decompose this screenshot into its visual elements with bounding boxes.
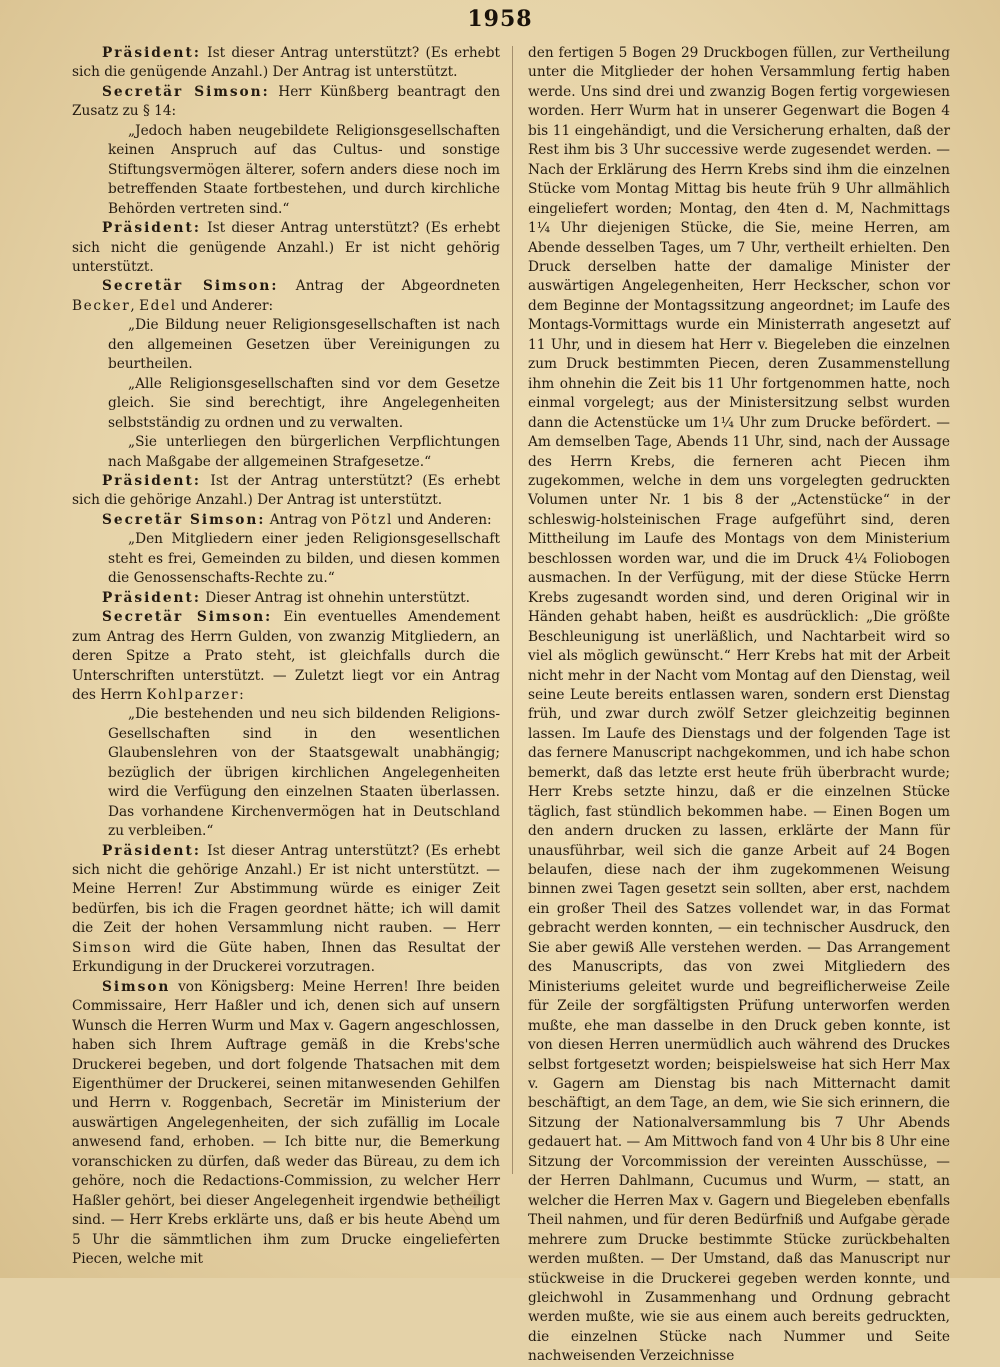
person-name: Becker: [72, 297, 131, 314]
paragraph: Präsident: Ist dieser Antrag unterstützt? (Es erhebt sich nicht die gehörige Anzahl.) Er ist nicht unterstützt. — Meine Herren! Zur Abstimmung würde es einiger Zeit bedürfen, bis ich die Fragen geordnet hätte; ich will damit die Zeit der hohen Versammlung nicht rauben. — Herr Simson wird die Güte haben, Ihnen das Resultat der Erkundigung in der Druckerei vorzutragen.: [72, 842, 500, 976]
speaker-label: Präsident:: [102, 45, 201, 61]
quoted-motion: „Sie unterliegen den bürgerlichen Verpflichtungen nach Maßgabe der allgemeinen Strafgesetze.“: [108, 434, 500, 470]
paragraph: Secretär Simson: Herr Künßberg beantragt den Zusatz zu § 14:: [72, 83, 501, 120]
paragraph: Simson von Königsberg: Meine Herren! Ihre beiden Commissaire, Herr Haßler und ich, denen sich auf unsern Wunsch die Herren Wurm und Max v. Gagern angeschlossen, haben sich Ihrem Auftrage gemäß in die Krebs'sche Druckerei begeben, und dort folgende Thatsachen mit dem Eigenthümer der Druckerei, seinen mitanwesenden Gehilfen und Herrn v. Roggenbach, Secretär im Ministerium der auswärtigen Angelegenheiten, der sich zufällig im Locale anwesend fand, erhoben. — Ich bitte nur, die Bemerkung voranschicken zu dürfen, daß weder das Büreau, zu dem ich gehöre, noch die Redactions-Commission, zu welcher Herr Haßler gehört, bei dieser Angelegenheit irgendwie betheiligt sind. — Herr Krebs erklärte uns, daß er bis heute Abend um 5 Uhr die sämmtlichen ihm zum Drucke eingelieferten Piecen, welche mit: [72, 978, 500, 1268]
quoted-motion: „Jedoch haben neugebildete Religionsgesellschaften keinen Anspruch auf das Cultus- und sonstige Stiftungsvermögen älterer, sofern anders diese noch im betreffenden Staate fortbestehen, und durch kirchliche Behörden vertreten sind.“: [108, 122, 500, 217]
speaker-label: Präsident:: [102, 589, 201, 606]
paragraph: Secretär Simson: Antrag von Pötzl und Anderen:: [102, 511, 492, 528]
speaker-label: Secretär Simson:: [102, 511, 266, 528]
quoted-motion: „Die Bildung neuer Religionsgesellschaften ist nach den allgemeinen Gesetzen über Vereinigungen zu beurtheilen.: [108, 317, 500, 373]
continued-paragraph: den fertigen 5 Bogen 29 Druckbogen füllen, zur Vertheilung unter die Mitglieder der hohen Versammlung fertig haben werde. Uns sind drei und zwanzig Bogen fertig vorgewiesen worden. Herr Wurm hat in unserer Gegenwart die Bogen 4 bis 11 eingehändigt, und die Versicherung erhalten, daß der Rest ihm bis 3 Uhr successive werde zugesendet werden. — Nach der Erklärung des Herrn Krebs sind ihm die einzelnen Stücke vom Montag Mittag bis heute früh 9 Uhr allmählich eingeliefert worden; Montag, den 4ten d. M, Nachmittags 1¼ Uhr diejenigen Stücke, die Sie, meine Herren, am Abende desselben Tages, um 7 Uhr, vertheilt erhielten. Den Druck derselben hatte der damalige Minister der auswärtigen Angelegenheiten, Herr Heckscher, schon vor dem Beginne der Montagssitzung angeordnet; im Laufe des Montags-Vormittags wurde ein Ministerrath angesetzt auf 11 Uhr, und in diesem hat Herr v. Biegeleben die einzelnen zum Druck bestimmten Piecen, deren Zusammenstellung ihm ohnehin die Zeit bis 11 Uhr fortgenommen hatte, noch einmal vorgelegt; aus der Ministersitzung selbst wurden dann die Actenstücke um 1¼ Uhr zum Drucke befördert. — Am demselben Tage, Abends 11 Uhr, sind, nach der Aussage des Herrn Krebs, die ferneren acht Piecen ihm zugekommen, welche in dem uns vorgelegten gedruckten Volumen unter Nr. 1 bis 8 der „Actenstücke“ in der schleswig-holsteinischen Frage aufgeführt sind, deren Mittheilung im Laufe des Montags von dem Ministerium beschlossen worden war, und die im Druck 4¼ Foliobogen ausmachen. In der Verfügung, mit der diese Stücke Herrn Krebs zugesandt worden sind, und deren Original wir in Händen gehabt haben, heißt es ausdrücklich: „Die größte Beschleunigung ist unerläßlich, und Nachtarbeit wird so viel als möglich gewünscht.“ Herr Krebs hat mit der Arbeit nicht mehr in der Nacht vom Montag auf den Dienstag, weil seine Leute bereits entlassen waren, sondern erst Dienstag früh, und zwar durch zwölf Setzer gleichzeitig beginnen lassen. Im Laufe des Dienstags und der folgenden Tage ist das fernere Manuscript nachgekommen, und ich habe schon bemerkt, daß das letzte erst heute früh überbracht wurde; Herr Krebs setzte hinzu, daß er die einzelnen Stücke täglich, fast stündlich bekommen habe. — Einen Bogen um den andern drucken zu lassen, erklärte der Mann für unausführbar, weil sich die ganze Arbeit auf 24 Bogen belaufen, diese nach der ihm zugekommenen Weisung binnen zwei Tagen gesetzt sein sollten, aber erst, nachdem ein großer Theil des Satzes vollendet war, in das Format gebracht werden konnten, — ein technischer Ausdruck, den Sie aber gewiß Alle verstehen werden. — Das Arrangement des Manuscripts, das von zwei Mitgliedern des Ministeriums geleitet wurde und begreiflicherweise Zeile für Zeile der sorgfältigsten Prüfung unterworfen werden mußte, ehe man dasselbe in den Druck geben konnte, ist von diesen Herren unermüdlich auch während des Druckes selbst fortgesetzt worden; beispielsweise hat sich Herr Max v. Gagern am Dienstag bis nach Mitternacht damit beschäftigt, an dem Tage, an dem, wie Sie sich erinnern, die Sitzung der Nationalversammlung bis 7 Uhr Abends gedauert hat. — Am Mittwoch fand von 4 Uhr bis 8 Uhr eine Sitzung der Vorcommission der vereinten Ausschüsse, — der Herren Dahlmann, Cucumus und Wurm, — statt, an welcher die Herren Max v. Gagern und Biegeleben ebenfalls Theil nahmen, und für deren Bedürfniß und Aufgabe gerade mehrere zum Drucke bestimmte Stücke zurückbehalten werden mußten. — Der Umstand, daß das Manuscript nur stückweise in die Druckerei gegeben werden konnte, und gleichwohl in Zusammenhang und Ordnung gebracht werden mußte, wie sie aus einem auch bereits gedruckten, die einzelnen Stücke nach Nummer und Seite nachweisenden Verzeichnisse: [528, 45, 950, 1365]
person-name: Pötzl: [350, 511, 393, 528]
speaker-label: Secretär Simson:: [102, 278, 279, 295]
paragraph: Secretär Simson: Antrag der Abgeordneten Becker, Edel und Anderer:: [72, 278, 500, 314]
paper-stain: [930, 1196, 938, 1206]
page-number: 1958: [467, 6, 533, 32]
speaker-label: Präsident:: [102, 472, 201, 489]
paper-stain: [468, 1190, 482, 1208]
paragraph: Präsident: Dieser Antrag ist ohnehin unterstützt.: [102, 589, 470, 606]
paragraph: Secretär Simson: Ein eventuelles Amendement zum Antrag des Herrn Gulden, von zwanzig Mitgliedern, an deren Spitze a Prato steht, ist gleichfalls durch die Unterschriften unterstützt. — Zuletzt liegt vor ein Antrag des Herrn Kohlparzer:: [72, 609, 500, 703]
person-name: Edel: [139, 297, 177, 314]
paragraph: Präsident: Ist dieser Antrag unterstützt? (Es erhebt sich nicht die genügende Anzahl.) Er ist nicht gehörig unterstützt.: [72, 220, 500, 275]
quoted-motion: „Alle Religionsgesellschaften sind vor dem Gesetze gleich. Sie sind berechtigt, ihre Angelegenheiten selbstständig zu ordnen und zu verwalten.: [108, 375, 500, 431]
column-divider: [512, 46, 513, 1174]
left-column: [72, 44, 500, 1270]
paragraph: Präsident: Ist dieser Antrag unterstützt? (Es erhebt sich die genügende Anzahl.) Der Antrag ist unterstützt.: [72, 45, 500, 81]
right-column: [528, 44, 950, 1367]
quoted-motion: „Den Mitgliedern einer jeden Religionsgesellschaft steht es frei, Gemeinden zu bilden, und diesen kommen die Genossenschafts-Rechte zu.“: [108, 531, 500, 587]
speaker-label: Präsident:: [102, 220, 201, 237]
paragraph: Präsident: Ist der Antrag unterstützt? (Es erhebt sich die gehörige Anzahl.) Der Antrag ist unterstützt.: [72, 472, 500, 509]
person-name: Kohlparzer: [146, 686, 240, 703]
quoted-motion: „Die bestehenden und neu sich bildenden Religions-Gesellschaften sind in den wesentlichen Glaubenslehren von der Staatsgewalt unabhängig; bezüglich der übrigen kirchlichen Angelegenheiten wird die Verfügung den einzelnen Staaten überlassen. Das vorhandene Kirchenvermögen hat in Deutschland zu verbleiben.“: [108, 706, 500, 840]
person-name: Simson: [72, 939, 133, 956]
speaker-label: Secretär Simson:: [102, 609, 273, 626]
speaker-label: Simson: [102, 978, 171, 995]
speaker-label: Secretär Simson:: [102, 83, 270, 100]
speaker-label: Präsident:: [102, 842, 201, 859]
